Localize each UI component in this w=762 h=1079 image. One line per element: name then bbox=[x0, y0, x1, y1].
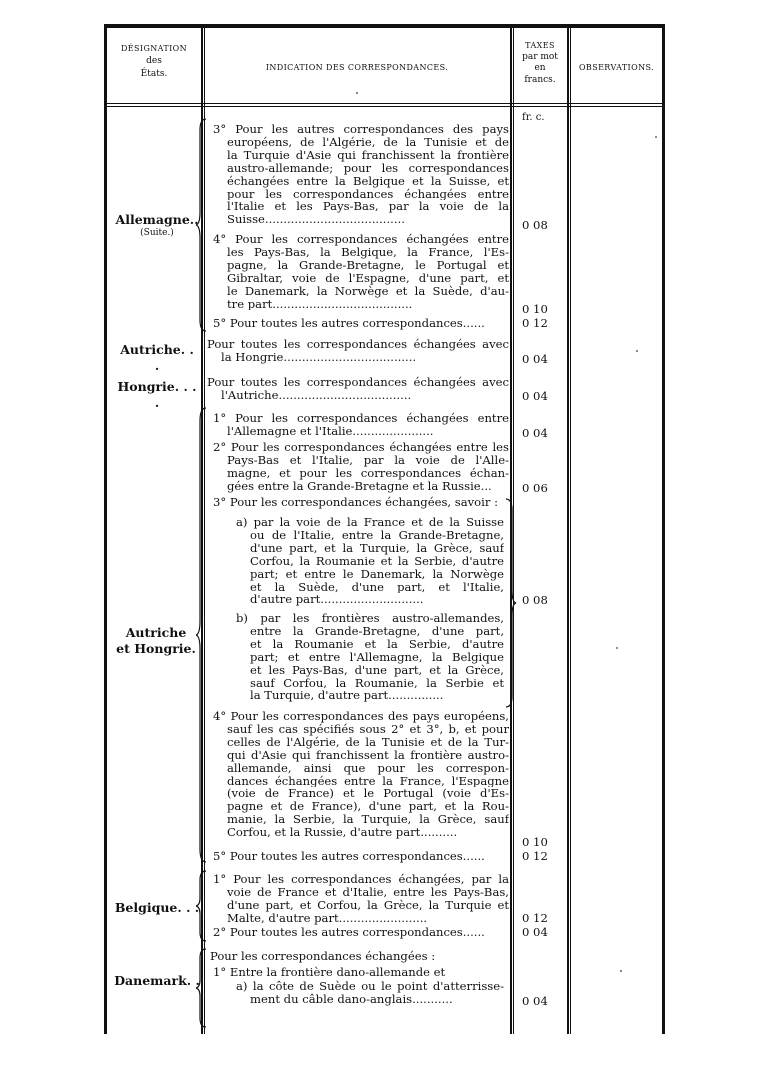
header-rule bbox=[107, 106, 662, 107]
autriche-hongrie-item-2: 2° Pour les correspondances échangées entre les Pays-Bas et l'Italie, par la voie de l'Alle- magne, et pour les correspondances échan- gées entre la Grande-Bretagne et la Russie... bbox=[213, 441, 509, 493]
header-observations: OBSERVATIONS. bbox=[578, 63, 655, 72]
autriche-hongrie-item-5: 5° Pour toutes les autres correspondances...... bbox=[213, 850, 485, 863]
allemagne-item-5: 5° Pour toutes les autres correspondances...... bbox=[213, 317, 485, 330]
tax-value: 0 12 bbox=[522, 316, 548, 330]
speck bbox=[620, 970, 622, 972]
speck bbox=[616, 647, 618, 649]
autriche-hongrie-item-3a: a) par la voie de la France et de la Suisse ou de l'Italie, entre la Grande-Bretagne, d'une part, et la Turquie, la Grèce, sauf Corfou, la Roumanie et la Serbie, d'autre part; et entre le Danemark, la Norwège et la Suède, d'une part, et l'Italie, d'autre part............................ bbox=[236, 516, 504, 607]
column-rule bbox=[570, 28, 571, 1034]
tax-value: 0 04 bbox=[522, 925, 548, 939]
state-autriche-hongrie: Autriche et Hongrie. bbox=[116, 625, 196, 656]
brace bbox=[196, 407, 210, 863]
danemark-intro: Pour les correspondances échangées : bbox=[210, 950, 436, 963]
tax-value: 0 04 bbox=[522, 389, 548, 403]
autriche-item: Pour toutes les correspondances échangées avec la Hongrie.................................... bbox=[207, 338, 509, 364]
tax-value: 0 04 bbox=[522, 994, 548, 1008]
danemark-item-1: 1° Entre la frontière dano-allemande et bbox=[213, 966, 446, 979]
allemagne-item-3: 3° Pour les autres correspondances des pays européens, de l'Algérie, de la Tunisie et de la Turquie d'Asie qui franchissent la frontière austro-allemande; pour les correspondances échangées entre la Belgique et la Suisse, et pour les correspondances échangées entre l'Italie et les Pays-Bas, par la voie de la Suisse...................................... bbox=[213, 123, 509, 227]
state-hongrie: Hongrie. . . . bbox=[117, 379, 197, 410]
state-danemark: Danemark. . bbox=[114, 973, 200, 988]
tax-value: 0 10 bbox=[522, 302, 548, 316]
autriche-hongrie-item-4: 4° Pour les correspondances des pays européens, sauf les cas spécifiés sous 2° et 3°, b, et pour celles de l'Algérie, de la Tunisie et de la Tur- qui d'Asie qui franchissent la frontière austro- allemande, ainsi que pour les correspon- dances échangées entre la France, l'Espagne (voie de France) et le Portugal (voie d'Es- pagne et de France), d'une part, et la Rou- manie, la Serbie, la Turquie, la Grèce, sauf Corfou, et la Russie, d'autre part.......... bbox=[213, 710, 509, 840]
hongrie-item: Pour toutes les correspondances échangées avec l'Autriche.................................... bbox=[207, 376, 509, 402]
autriche-hongrie-item-1: 1° Pour les correspondances échangées entre l'Allemagne et l'Italie...................... bbox=[213, 412, 509, 438]
brace bbox=[196, 870, 210, 942]
header-rule bbox=[107, 103, 662, 104]
unit-label: fr. c. bbox=[522, 112, 545, 123]
tax-value: 0 10 bbox=[522, 835, 548, 849]
danemark-item-1a: a) la côte de Suède ou le point d'atterrisse- ment du câble dano-anglais........... bbox=[236, 980, 504, 1006]
tax-value: 0 08 bbox=[522, 593, 548, 607]
state-allemagne: Allemagne.. (Suite.) bbox=[115, 212, 199, 238]
speck bbox=[655, 136, 657, 138]
tax-value: 0 12 bbox=[522, 911, 548, 925]
autriche-hongrie-item-3: 3° Pour les correspondances échangées, savoir : bbox=[213, 496, 498, 509]
tax-value: 0 04 bbox=[522, 426, 548, 440]
header-indication: INDICATION DES CORRESPONDANCES. bbox=[265, 63, 449, 72]
speck bbox=[636, 350, 638, 352]
autriche-hongrie-item-3b: b) par les frontières austro-allemandes, entre la Grande-Bretagne, d'une part, et la Roumanie et la Serbie, d'autre part; et entre l'Allemagne, la Belgique et les Pays-Bas, d'une part, et la Grèce, sauf Corfou, la Roumanie, la Serbie et la Turquie, d'autre part............... bbox=[236, 612, 504, 703]
belgique-item-1: 1° Pour les correspondances échangées, par la voie de France et d'Italie, entre les Pays-Bas, d'une part, et Corfou, la Grèce, la Turquie et Malte, d'autre part........................ bbox=[213, 873, 509, 925]
speck bbox=[356, 92, 358, 94]
tax-value: 0 04 bbox=[522, 352, 548, 366]
state-belgique: Belgique. . . bbox=[114, 900, 200, 915]
brace bbox=[196, 948, 210, 1028]
allemagne-item-4: 4° Pour les correspondances échangées entre les Pays-Bas, la Belgique, la France, l'Es- pagne, la Grande-Bretagne, le Portugal et Gibraltar, voie de l'Espagne, d'une part, et le Danemark, la Norwège et la Suède, d'au- tre part...................................... bbox=[213, 233, 509, 311]
tax-value: 0 08 bbox=[522, 218, 548, 232]
brace bbox=[196, 118, 210, 332]
state-autriche: Autriche. . . bbox=[120, 342, 194, 373]
column-rule bbox=[567, 28, 569, 1034]
header-designation: DÉSIGNATION des États. bbox=[120, 44, 188, 79]
belgique-item-2: 2° Pour toutes les autres correspondances...... bbox=[213, 926, 485, 939]
tax-value: 0 06 bbox=[522, 481, 548, 495]
header-taxes: TAXES par mot en francs. bbox=[522, 41, 558, 85]
tax-value: 0 12 bbox=[522, 849, 548, 863]
brace bbox=[504, 498, 518, 708]
